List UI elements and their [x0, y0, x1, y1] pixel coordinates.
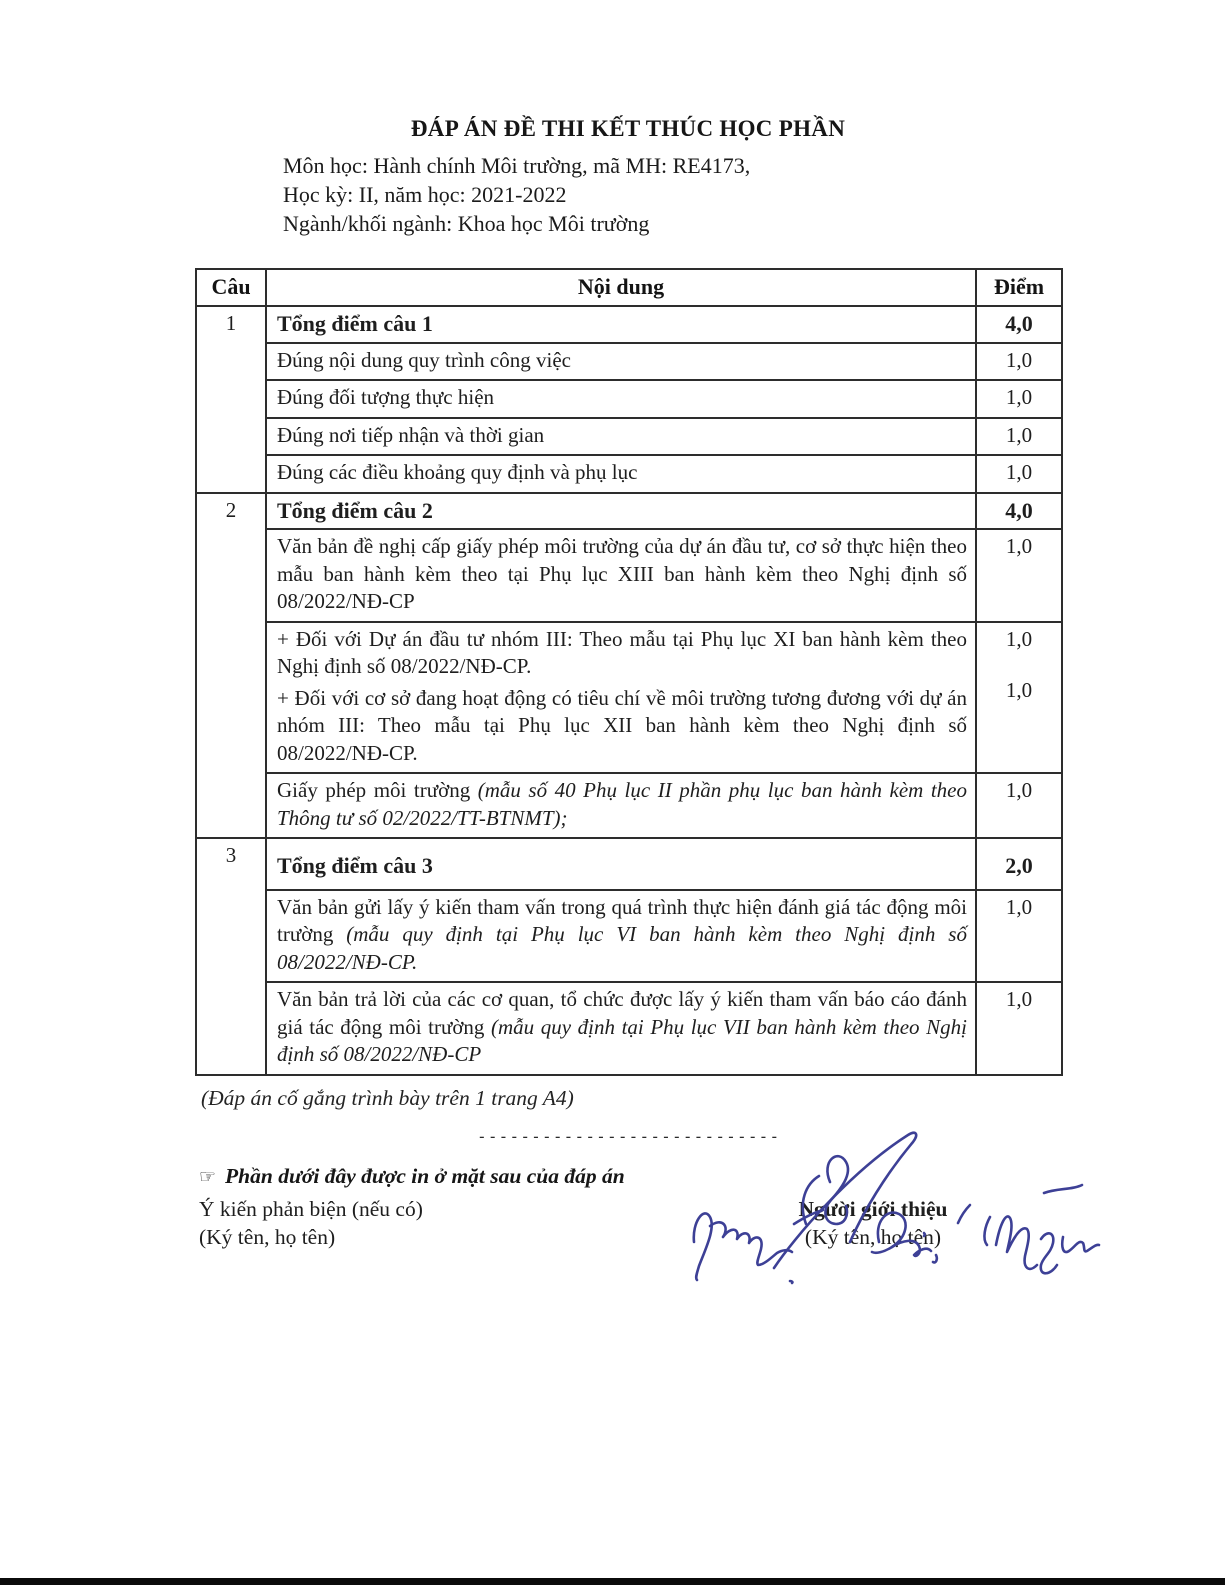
score-cell: 4,0: [976, 493, 1062, 530]
score-cell: [976, 622, 1062, 774]
score-cell: 1,0: [976, 380, 1062, 418]
content-text: Văn bản gửi lấy ý kiến tham vấn trong quá trình thực hiện đánh giá tác động môi trường: [277, 894, 967, 946]
semester-line: Học kỳ: II, năm học: 2021-2022: [283, 182, 567, 207]
course-line: Môn học: Hành chính Môi trường, mã MH: RE4173,: [283, 153, 751, 178]
content-cell: [266, 890, 976, 983]
content-cell: Tổng điểm câu 1: [266, 306, 976, 343]
score-value: 1,0: [1005, 677, 1033, 702]
back-side-note-text: Phần dưới đây được in ở mặt sau của đáp án: [225, 1163, 625, 1188]
score-cell: 2,0: [976, 838, 1062, 890]
grading-table: [195, 268, 1063, 1076]
question-number-cell: 2: [196, 493, 266, 839]
table-row: [196, 418, 1062, 456]
score-cell: 1,0: [976, 418, 1062, 456]
content-paragraph: + Đối với cơ sở đang hoạt động có tiêu chí về môi trường tương đương với dự án nhóm III: Theo mẫu tại Phụ lục XII ban hành kèm theo Nghị định số 08/2022/NĐ-CP.: [277, 685, 967, 765]
introducer-title: Người giới thiệu: [798, 1196, 948, 1221]
content-text: Văn bản trả lời của các cơ quan, tổ chức được lấy ý kiến tham vấn báo cáo đánh giá tác động môi trường: [277, 987, 967, 1039]
col-header-question: Câu: [196, 269, 266, 306]
content-cell: Đúng đối tượng thực hiện: [266, 380, 976, 418]
content-citation: (mẫu quy định tại Phụ lục VII ban hành kèm theo Nghị định số 08/2022/NĐ-CP: [277, 1014, 967, 1066]
content-cell: [266, 982, 976, 1075]
content-paragraph: + Đối với Dự án đầu tư nhóm III: Theo mẫu tại Phụ lục XI ban hành kèm theo Nghị định số 08/2022/NĐ-CP.: [277, 626, 967, 678]
score-cell: 1,0: [976, 982, 1062, 1075]
document-content: [195, 116, 1061, 1275]
reviewer-sub: (Ký tên, họ tên): [199, 1224, 336, 1249]
question-number-cell: 1: [196, 306, 266, 493]
content-cell: Đúng nơi tiếp nhận và thời gian: [266, 418, 976, 456]
content-cell: Đúng các điều khoảng quy định và phụ lục: [266, 455, 976, 493]
dashed-separator: ----------------------------: [477, 1126, 781, 1146]
table-row: [196, 455, 1062, 493]
content-cell: [266, 773, 976, 838]
major-line: Ngành/khối ngành: Khoa học Môi trường: [283, 211, 650, 236]
col-header-score: Điểm: [976, 269, 1062, 306]
content-cell: Tổng điểm câu 2: [266, 493, 976, 530]
table-row: [196, 890, 1062, 983]
score-cell: 1,0: [976, 529, 1062, 622]
handwritten-signature: [678, 1126, 1108, 1291]
table-row: [196, 380, 1062, 418]
score-value: 1,0: [1005, 626, 1033, 651]
content-citation: (mẫu quy định tại Phụ lục VI ban hành kèm theo Nghị định số 08/2022/NĐ-CP.: [277, 922, 967, 974]
content-cell: [266, 622, 976, 774]
content-cell: Tổng điểm câu 3: [266, 838, 976, 890]
content-text: Giấy phép môi trường: [277, 778, 478, 802]
scan-edge-artifact: [0, 1578, 1225, 1585]
table-row: [196, 529, 1062, 622]
document-meta: [283, 151, 1061, 238]
table-row: [196, 306, 1062, 343]
table-row: [196, 773, 1062, 838]
score-cell: 1,0: [976, 343, 1062, 381]
page-title: ĐÁP ÁN ĐỀ THI KẾT THÚC HỌC PHẦN: [410, 116, 846, 141]
table-row: [196, 838, 1062, 890]
table-row: [196, 343, 1062, 381]
score-cell: 1,0: [976, 773, 1062, 838]
table-row: [196, 493, 1062, 530]
table-header-row: [196, 269, 1062, 306]
content-citation: (mẫu số 40 Phụ lục II phần phụ lục ban hành kèm theo Thông tư số 02/2022/TT-BTNMT);: [277, 778, 968, 830]
col-header-content: Nội dung: [266, 269, 976, 306]
content-cell: Đúng nội dung quy trình công việc: [266, 343, 976, 381]
reviewer-title: Ý kiến phản biện (nếu có): [199, 1196, 423, 1221]
question-number-cell: 3: [196, 838, 266, 1075]
score-cell: 1,0: [976, 455, 1062, 493]
table-row: [196, 622, 1062, 774]
table-row: [196, 982, 1062, 1075]
content-cell: Văn bản đề nghị cấp giấy phép môi trường của dự án đầu tư, cơ sở thực hiện theo mẫu ban hành kèm theo tại Phụ lục XIII ban hành kèm theo Nghị định số 08/2022/NĐ-CP: [266, 529, 976, 622]
score-cell: 4,0: [976, 306, 1062, 343]
introducer-sub: (Ký tên, họ tên): [804, 1224, 942, 1249]
pointing-hand-icon: ☞: [199, 1165, 217, 1188]
layout-note: (Đáp án cố gắng trình bày trên 1 trang A4): [201, 1085, 574, 1110]
score-cell: 1,0: [976, 890, 1062, 983]
